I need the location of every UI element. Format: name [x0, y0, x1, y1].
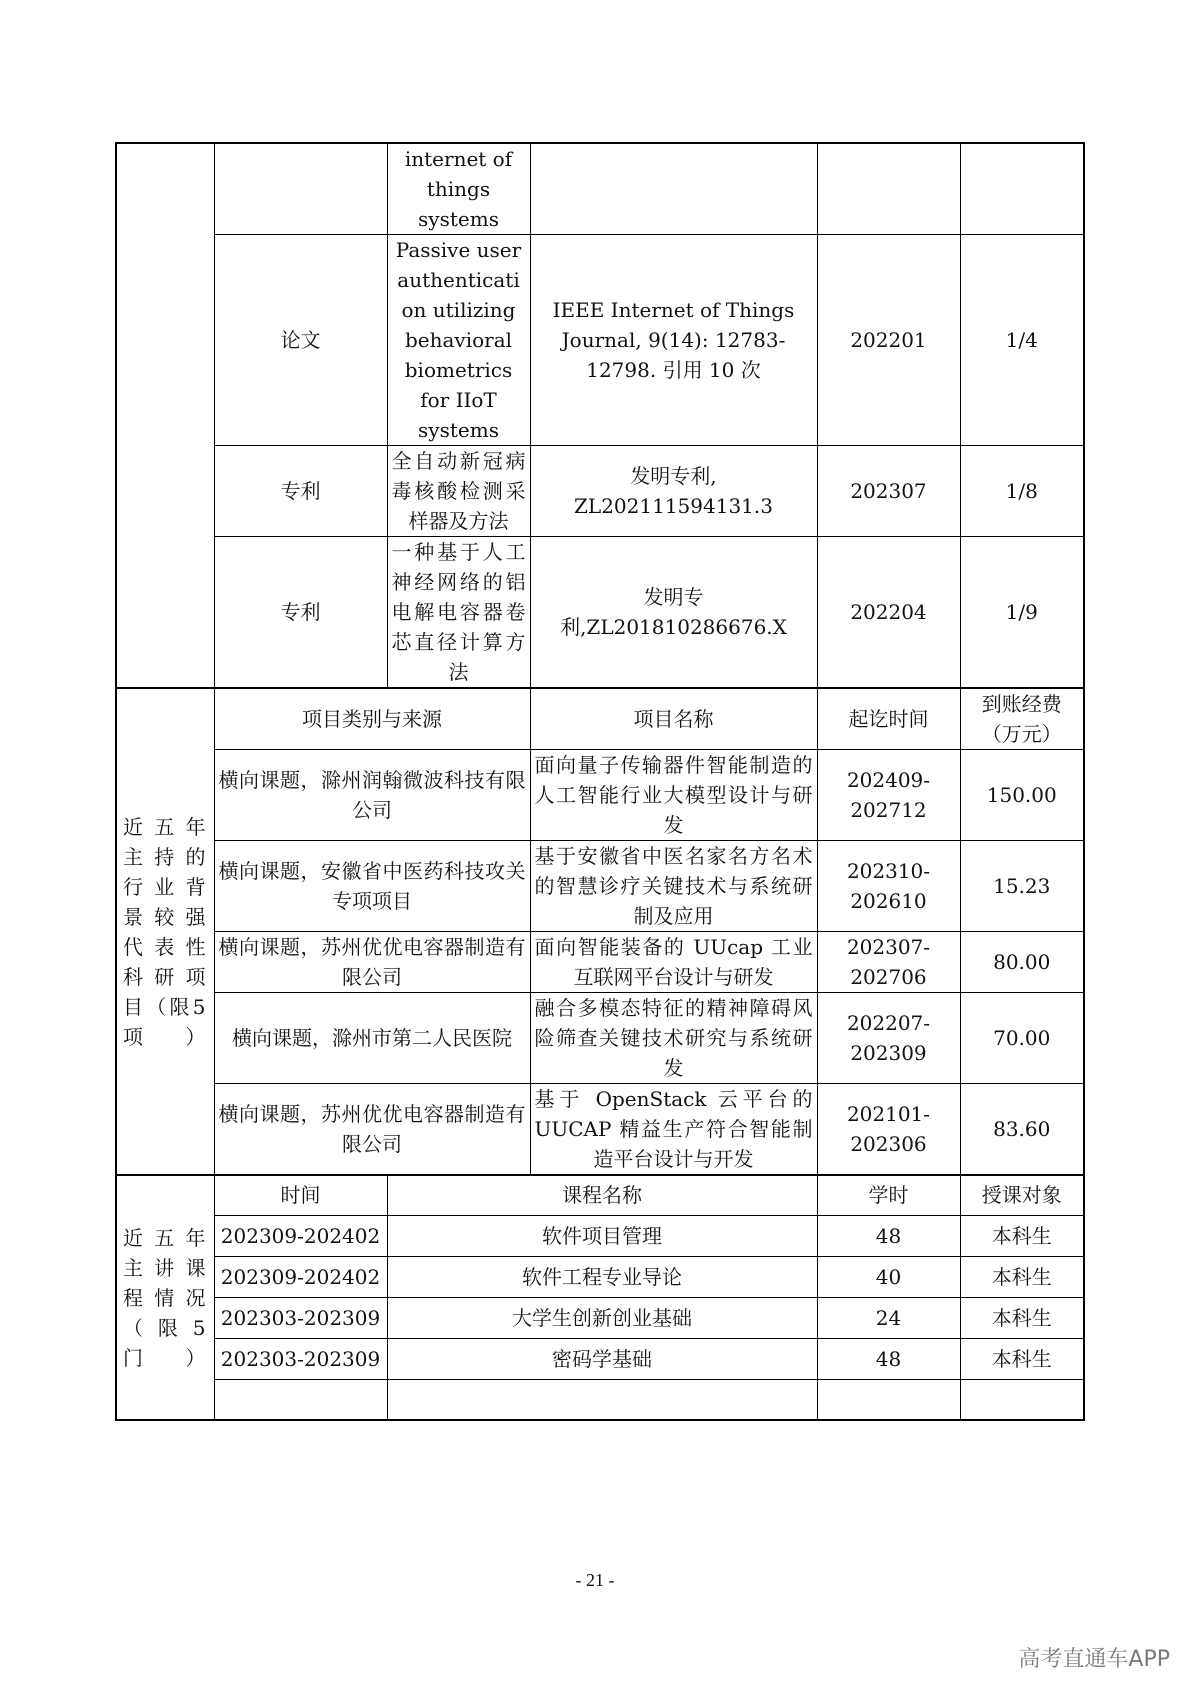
project-funding-header: 到账经费（万元） [960, 688, 1084, 750]
watermark: 高考直通车APP [1018, 1647, 1170, 1672]
project-row [116, 1084, 1084, 1176]
course-audience: 本科生 [960, 1256, 1084, 1297]
course-hours: 48 [817, 1215, 960, 1256]
achievement-row [116, 143, 1084, 235]
achievement-row [116, 537, 1084, 689]
project-funding: 70.00 [960, 993, 1084, 1084]
achievement-date [817, 143, 960, 235]
project-funding: 150.00 [960, 750, 1084, 841]
achievement-title: 一种基于人工神经网络的铝电解电容器卷芯直径计算方法 [387, 537, 530, 689]
achievement-type: 专利 [214, 537, 387, 689]
achievement-source: 发明专利,ZL201810286676.X [530, 537, 817, 689]
project-section-label: 近五年主持的行业背景较强代表性科研项目（限5项） [116, 688, 214, 1175]
project-period-header: 起讫时间 [817, 688, 960, 750]
project-category: 横向课题，滁州润翰微波科技有限公司 [214, 750, 530, 841]
project-row [116, 993, 1084, 1084]
achievement-date: 202204 [817, 537, 960, 689]
project-name: 面向量子传输器件智能制造的人工智能行业大模型设计与研发 [530, 750, 817, 841]
page-number: - 21 - [575, 1570, 615, 1590]
course-time-header: 时间 [214, 1175, 387, 1215]
course-row [116, 1256, 1084, 1297]
project-header-row [116, 688, 1084, 750]
course-audience [960, 1379, 1084, 1420]
project-category: 横向课题，滁州市第二人民医院 [214, 993, 530, 1084]
course-audience-header: 授课对象 [960, 1175, 1084, 1215]
achievement-rank: 1/9 [960, 537, 1084, 689]
achievement-date: 202307 [817, 446, 960, 537]
project-name: 面向智能装备的 UUcap 工业互联网平台设计与研发 [530, 932, 817, 993]
project-name: 融合多模态特征的精神障碍风险筛查关键技术研究与系统研发 [530, 993, 817, 1084]
achievement-rank: 1/4 [960, 235, 1084, 446]
project-row [116, 932, 1084, 993]
project-period: 202307-202706 [817, 932, 960, 993]
course-time: 202309-202402 [214, 1256, 387, 1297]
achievement-row [116, 446, 1084, 537]
project-period: 202310-202610 [817, 841, 960, 932]
project-category: 横向课题，安徽省中医药科技攻关专项项目 [214, 841, 530, 932]
project-category-header: 项目类别与来源 [214, 688, 530, 750]
project-period: 202409-202712 [817, 750, 960, 841]
project-name: 基于 OpenStack 云平台的 UUCAP 精益生产符合智能制造平台设计与开发 [530, 1084, 817, 1176]
course-row [116, 1379, 1084, 1420]
achievement-title: internet of things systems [387, 143, 530, 235]
course-row [116, 1215, 1084, 1256]
course-audience: 本科生 [960, 1215, 1084, 1256]
project-category: 横向课题，苏州优优电容器制造有限公司 [214, 932, 530, 993]
project-funding: 15.23 [960, 841, 1084, 932]
course-audience: 本科生 [960, 1338, 1084, 1379]
achievement-type: 专利 [214, 446, 387, 537]
course-hours [817, 1379, 960, 1420]
record-table [115, 142, 1085, 1421]
course-audience: 本科生 [960, 1297, 1084, 1338]
course-section-label: 近五年主讲课程情况（限5门） [116, 1175, 214, 1420]
achievement-source: IEEE Internet of Things Journal, 9(14): 12783-12798. 引用 10 次 [530, 235, 817, 446]
course-name [387, 1379, 817, 1420]
course-row [116, 1297, 1084, 1338]
project-name-header: 项目名称 [530, 688, 817, 750]
achievement-rank: 1/8 [960, 446, 1084, 537]
achievement-type [214, 143, 387, 235]
achievement-row [116, 235, 1084, 446]
course-time: 202309-202402 [214, 1215, 387, 1256]
project-name: 基于安徽省中医名家名方名术的智慧诊疗关键技术与系统研制及应用 [530, 841, 817, 932]
achievement-source [530, 143, 817, 235]
project-row [116, 841, 1084, 932]
course-header-row [116, 1175, 1084, 1215]
course-hours: 48 [817, 1338, 960, 1379]
achievement-source: 发明专利, ZL202111594131.3 [530, 446, 817, 537]
course-time: 202303-202309 [214, 1297, 387, 1338]
course-name-header: 课程名称 [387, 1175, 817, 1215]
project-period: 202101-202306 [817, 1084, 960, 1176]
course-hours: 24 [817, 1297, 960, 1338]
project-row [116, 750, 1084, 841]
achievement-section-label [116, 143, 214, 688]
achievement-type: 论文 [214, 235, 387, 446]
course-name: 大学生创新创业基础 [387, 1297, 817, 1338]
project-category: 横向课题，苏州优优电容器制造有限公司 [214, 1084, 530, 1176]
course-time [214, 1379, 387, 1420]
achievement-title: 全自动新冠病毒核酸检测采样器及方法 [387, 446, 530, 537]
project-funding: 83.60 [960, 1084, 1084, 1176]
project-period: 202207-202309 [817, 993, 960, 1084]
course-time: 202303-202309 [214, 1338, 387, 1379]
course-name: 软件工程专业导论 [387, 1256, 817, 1297]
achievement-date: 202201 [817, 235, 960, 446]
achievement-rank [960, 143, 1084, 235]
project-funding: 80.00 [960, 932, 1084, 993]
achievement-title: Passive user authentication utilizing behavioral biometrics for IIoT systems [387, 235, 530, 446]
course-name: 密码学基础 [387, 1338, 817, 1379]
course-hours-header: 学时 [817, 1175, 960, 1215]
course-hours: 40 [817, 1256, 960, 1297]
course-name: 软件项目管理 [387, 1215, 817, 1256]
course-row [116, 1338, 1084, 1379]
